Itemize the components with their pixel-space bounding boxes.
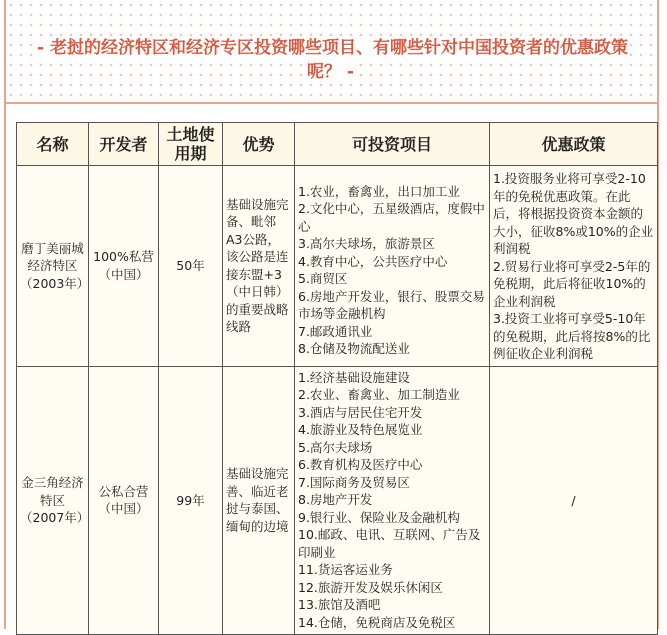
project-item: 13.旅馆及酒吧 xyxy=(298,597,381,612)
project-item: 6.教育机构及医疗中心 xyxy=(298,457,423,472)
zone-land-term: 50年 xyxy=(159,166,223,367)
header-banner xyxy=(6,0,657,104)
project-item: 11.货运客运业务 xyxy=(298,562,393,577)
project-item: 1.经济基础设施建设 xyxy=(298,369,410,385)
zone-policies: / xyxy=(490,366,658,635)
zone-advantage: 基础设施完善、临近老挝与泰国、缅甸的边境 xyxy=(223,366,295,635)
table-header-row xyxy=(17,123,658,166)
project-item: 3.高尔夫球场，旅游景区 xyxy=(298,236,435,252)
header-land-term: 土地使用期 xyxy=(159,123,223,166)
table-row xyxy=(17,366,658,635)
zone-policies xyxy=(490,166,658,367)
project-item: 6.房地产开发业，银行、股票交易市场等金融机构 xyxy=(298,288,485,322)
project-item: 14.仓储，免税商店及免税区 xyxy=(298,614,456,630)
project-item: 7.邮政通讯业 xyxy=(298,323,373,339)
project-item: 5.商贸区 xyxy=(298,271,348,287)
policy-item: 3.投资工业将可享受5-10年的免税期，此后将按8%的比例征收企业利润税 xyxy=(493,311,651,361)
header-name: 名称 xyxy=(17,123,89,166)
zone-projects xyxy=(295,366,490,635)
project-item: 8.仓储及物流配送业 xyxy=(298,341,410,357)
project-item: 9.银行业、保险业及金融机构 xyxy=(298,509,460,525)
project-item: 7.国际商务及贸易区 xyxy=(298,474,410,490)
zone-name: 磨丁美丽城经济特区（2003年） xyxy=(17,166,89,367)
header-developer: 开发者 xyxy=(89,123,159,166)
zone-developer: 100%私营（中国） xyxy=(89,166,159,367)
header-projects: 可投资项目 xyxy=(295,123,490,166)
zone-advantage: 基础设施完备、毗邻A3公路，该公路是连接东盟+3（中日韩）的重要战略线路 xyxy=(223,166,295,367)
table-row xyxy=(17,166,658,367)
investment-table xyxy=(16,122,658,635)
policy-item: 2.贸易行业将可享受2-5年的免税期，此后将征收10%的企业利润税 xyxy=(493,258,651,309)
page-title: - 老挝的经济特区和经济专区投资哪些项目、有哪些针对中国投资者的优惠政策呢？ - xyxy=(37,38,628,82)
project-item: 3.酒店与居民住宅开发 xyxy=(298,404,423,420)
project-item: 4.旅游业及特色展览业 xyxy=(298,422,423,437)
project-item: 1.农业，畜禽业，出口加工业 xyxy=(298,183,460,199)
project-item: 4.教育中心，公共医疗中心 xyxy=(298,253,448,269)
zone-name: 金三角经济特区（2007年） xyxy=(17,366,89,635)
project-item: 10.邮政、电讯、互联网、广告及印刷业 xyxy=(298,527,481,560)
project-item: 12.旅游开发及娱乐休闲区 xyxy=(298,579,443,595)
header-advantage: 优势 xyxy=(223,123,295,166)
project-item: 2.文化中心，五星级酒店，度假中心 xyxy=(298,201,485,234)
header-policies: 优惠政策 xyxy=(490,123,658,166)
policy-item: 1.投资服务业将可享受2-10年的免税优惠政策。在此后，将根据投资资本金额的大小，征收8%或10%的企业利润税 xyxy=(493,171,654,256)
project-item: 2.农业、畜禽业、加工制造业 xyxy=(298,387,460,402)
project-item: 5.高尔夫球场 xyxy=(298,439,373,455)
zone-projects xyxy=(295,166,490,367)
project-item: 8.房地产开发 xyxy=(298,492,373,507)
zone-land-term: 99年 xyxy=(159,366,223,635)
zone-developer: 公私合营（中国） xyxy=(89,366,159,635)
